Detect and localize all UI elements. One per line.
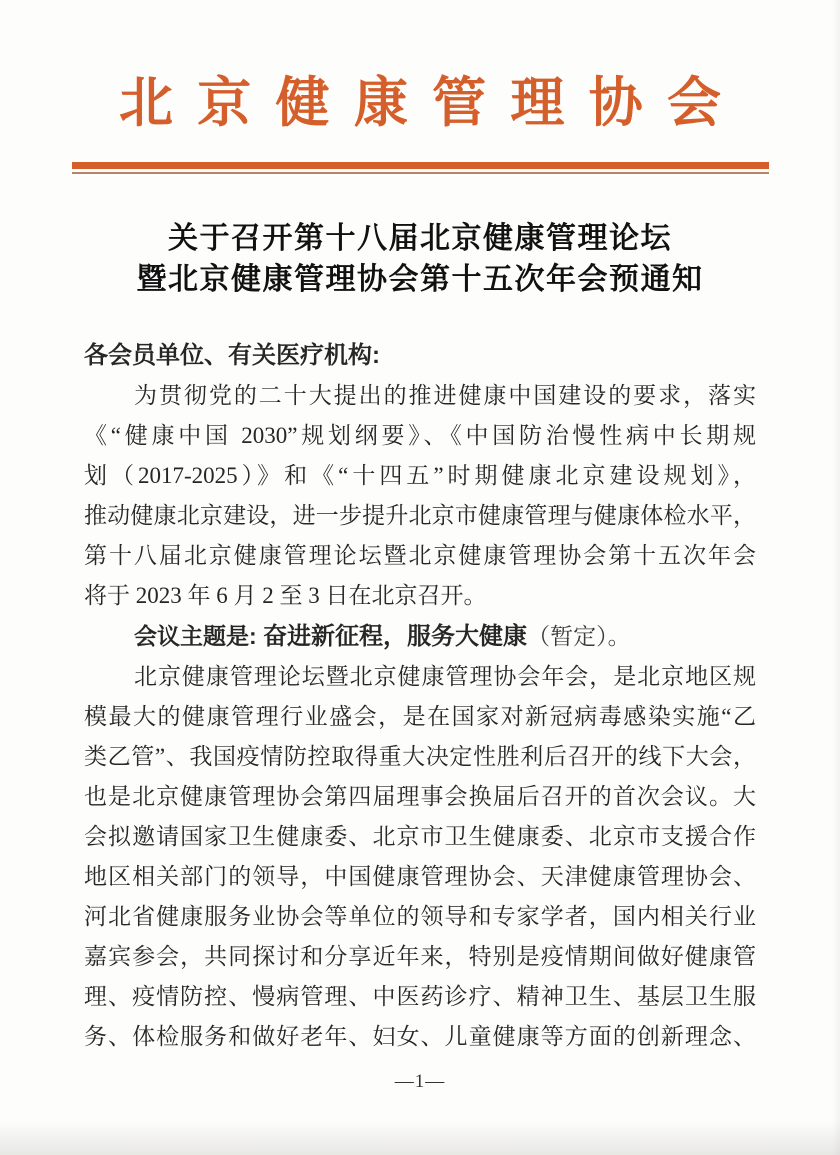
body-line: 为贯彻党的二十大提出的推进健康中国建设的要求，落实 [134,383,756,408]
body-line: 会拟邀请国家卫生健康委、北京市卫生健康委、北京市支援合作 [84,824,756,849]
body-line: 类乙管”、我国疫情防控取得重大决定性胜利后召开的线下大会， [84,744,756,769]
notice-body [84,336,756,1057]
body-line: 务、体检服务和做好老年、妇女、儿童健康等方面的创新理念、 [84,1024,756,1049]
body-line: 地区相关部门的领导，中国健康管理协会、天津健康管理协会、 [84,864,756,889]
notice-title-line-1: 关于召开第十八届北京健康管理论坛 [168,222,672,255]
theme-line [84,616,756,657]
body-line: 北京健康管理论坛暨北京健康管理协会年会，是北京地区规 [134,664,756,689]
scan-shadow-bottom [0,1121,840,1155]
body-line: 也是北京健康管理协会第四届理事会换届后召开的首次会议。大 [84,784,756,809]
body-line: 第十八届北京健康管理论坛暨北京健康管理协会第十五次年会 [84,543,756,568]
letterhead [0,0,840,140]
theme-suffix: （暂定）。 [527,624,631,649]
divider-thin-rule [72,172,769,174]
notice-title-line-2: 暨北京健康管理协会第十五次年会预通知 [136,263,704,296]
theme-emphasis: 奋进新征程，服务大健康 [263,623,528,650]
body-line: 推动健康北京建设，进一步提升北京市健康管理与健康体检水平， [84,503,756,528]
body-line: 将于 2023 年 6 月 2 至 3 日在北京召开。 [84,583,487,608]
page-number: —1— [394,1071,446,1092]
theme-prefix: 会议主题是: [134,623,264,649]
divider-thick-rule [72,162,769,169]
body-line: 划（2017-2025）》和《“十四五”时期健康北京建设规划》， [84,463,756,488]
body-line: 河北省健康服务业协会等单位的领导和专家学者，国内相关行业 [84,904,756,929]
body-line: 理、疫情防控、慢病管理、中医药诊疗、精神卫生、基层卫生服 [84,984,756,1009]
body-line: 《“健康中国 2030”规划纲要》、《中国防治慢性病中长期规 [84,423,756,448]
letterhead-divider [72,162,769,174]
scan-shadow-right [832,0,840,1155]
letterhead-org-name: 北京健康管理协会 [118,73,746,133]
body-line: 模最大的健康管理行业盛会，是在国家对新冠病毒感染实施“乙 [84,704,756,729]
notice-title [0,218,840,300]
salutation-line: 各会员单位、有关医疗机构: [84,342,380,369]
body-line: 嘉宾参会，共同探讨和分享近年来，特别是疫情期间做好健康管 [84,944,756,969]
